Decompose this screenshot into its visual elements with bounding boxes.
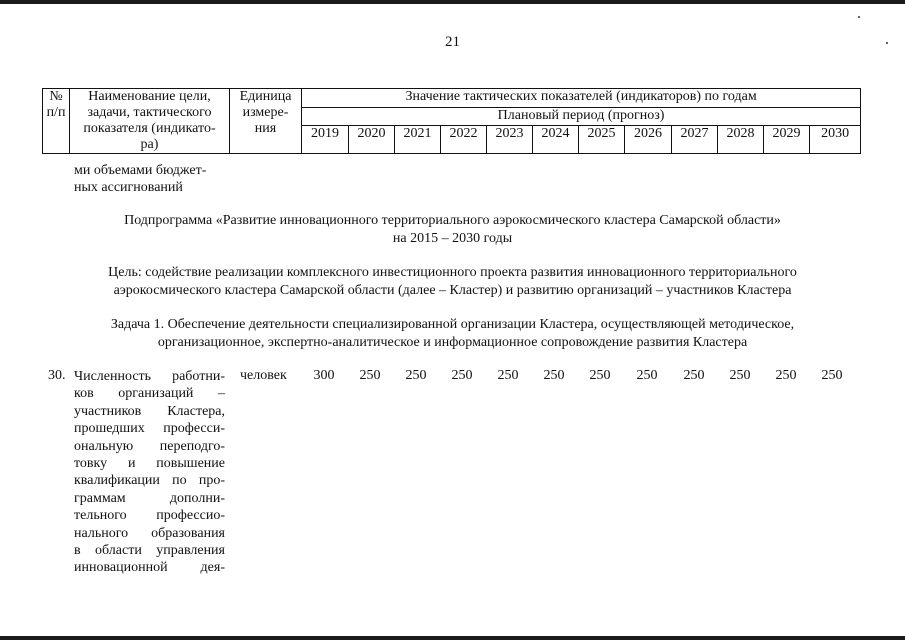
header-year-2028: 2028 xyxy=(718,126,764,154)
header-planned-period: Плановый период (прогноз) xyxy=(302,107,861,126)
value-2024: 250 xyxy=(543,368,565,383)
value-2022: 250 xyxy=(451,368,473,383)
value-2026: 250 xyxy=(636,368,658,383)
header-year-2024: 2024 xyxy=(533,126,579,154)
value-2023: 250 xyxy=(497,368,519,383)
previous-row-continuation: ми объемами бюджет- ных ассигнований xyxy=(74,163,207,195)
value-2028: 250 xyxy=(729,368,751,383)
header-unit-cell: Единица измере- ния xyxy=(230,89,302,154)
value-2019: 300 xyxy=(313,368,335,383)
header-year-2026: 2026 xyxy=(625,126,672,154)
header-year-2021: 2021 xyxy=(395,126,441,154)
value-2020: 250 xyxy=(359,368,381,383)
header-year-2019: 2019 xyxy=(302,126,349,154)
subprogram-title: Подпрограмма «Развитие инновационного территориального аэрокосмического кластера Самарской области» на 2015 – 2030 годы xyxy=(124,213,781,246)
header-year-2023: 2023 xyxy=(487,126,533,154)
scan-speck xyxy=(858,16,860,18)
header-values-title: Значение тактических показателей (индикаторов) по годам xyxy=(302,89,861,108)
header-year-2022: 2022 xyxy=(441,126,487,154)
header-year-2030: 2030 xyxy=(810,126,861,154)
value-2025: 250 xyxy=(589,368,611,383)
goal-text: Цель: содействие реализации комплексного инвестиционного проекта развития инновационного территориального аэрокосмического кластера Самарской области (далее – Кластер) и развитию организаций – участников Кластера xyxy=(108,265,797,298)
value-2030: 250 xyxy=(821,368,843,383)
indicator-table-header xyxy=(42,88,861,154)
value-2021: 250 xyxy=(405,368,427,383)
indicator-unit: человек xyxy=(240,368,287,383)
value-2027: 250 xyxy=(683,368,705,383)
header-number-cell: № п/п xyxy=(43,89,70,154)
task-text: Задача 1. Обеспечение деятельности специализированной организации Кластера, осуществляющей методическое, организационное, экспертно-аналитическое и информационное сопровождение развития Кластера xyxy=(110,317,795,350)
page-number: 21 xyxy=(445,34,460,50)
header-year-2029: 2029 xyxy=(764,126,810,154)
value-2029: 250 xyxy=(775,368,797,383)
row-number: 30. xyxy=(48,368,66,383)
indicator-name: Численность работни- ков организаций – участников Кластера, прошедших професси- ональную переподго- товку и повышение квалификации по про- граммам дополни- тельного профессио- нального образования в области управления инновационной дея- xyxy=(74,369,225,576)
scan-top-border xyxy=(0,0,905,4)
header-name-cell: Наименование цели, задачи, тактического показателя (индикато- ра) xyxy=(70,89,230,154)
header-year-2025: 2025 xyxy=(579,126,625,154)
scan-bottom-border xyxy=(0,636,905,640)
header-year-2020: 2020 xyxy=(349,126,395,154)
header-year-2027: 2027 xyxy=(672,126,718,154)
